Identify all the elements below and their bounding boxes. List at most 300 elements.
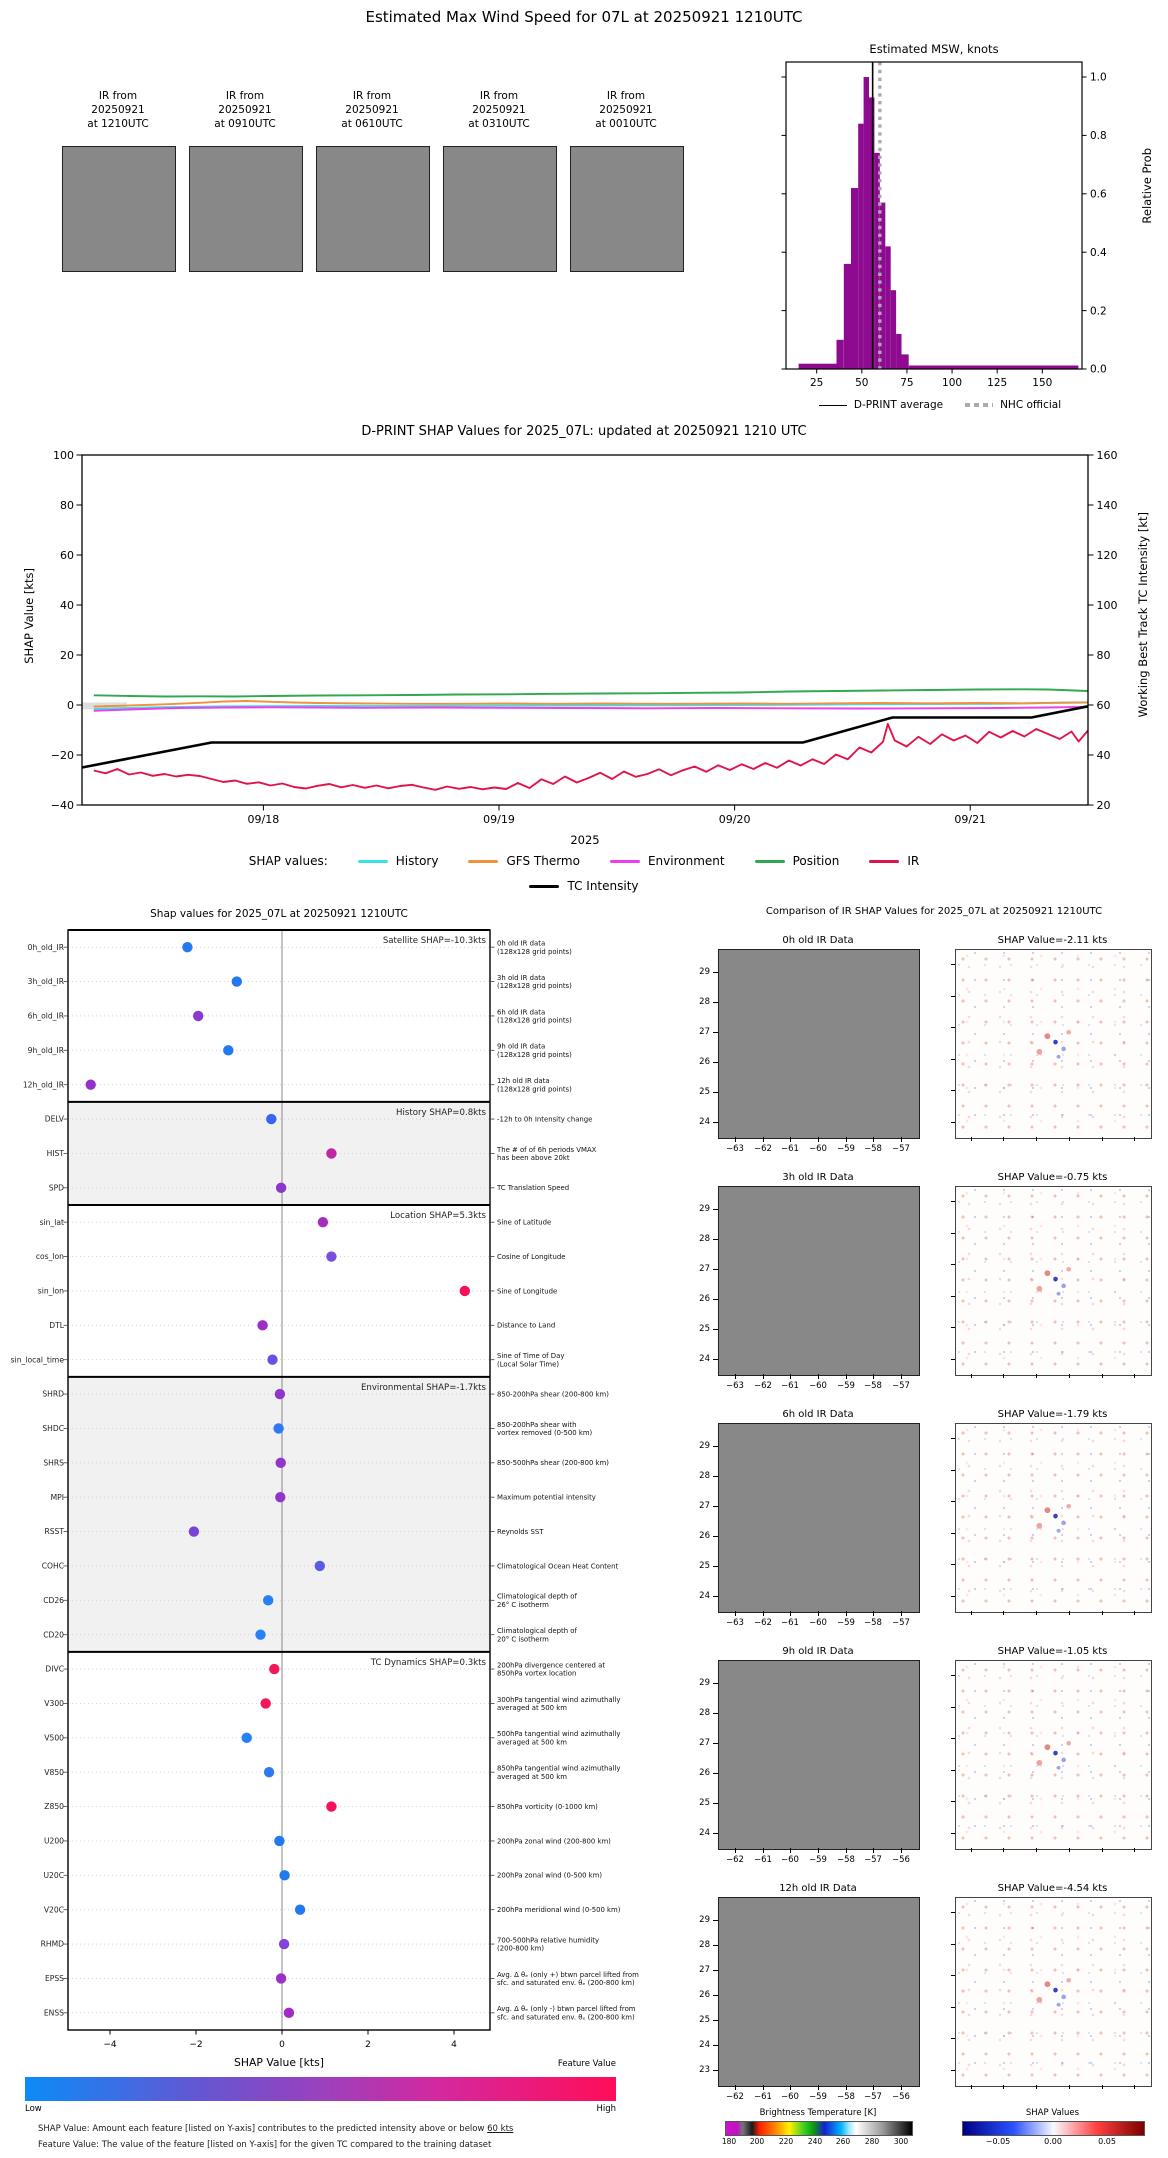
shap-dot (257, 1320, 267, 1330)
satellite-ir-art (189, 146, 303, 272)
lon-tick-label: −58 (837, 2092, 855, 2102)
histogram-bar (864, 77, 869, 369)
shap-lon-tick (1069, 1611, 1070, 1615)
shap-lon-tick (1003, 1374, 1004, 1378)
shap-lon-tick (1102, 1611, 1103, 1615)
lon-tick-label: −61 (754, 2092, 772, 2102)
shap-lat-tick (951, 1059, 955, 1060)
lon-tick (901, 1611, 902, 1616)
shap-cb-tick-label: −0.05 (985, 2137, 1011, 2146)
feature-value-low-label: Low (25, 2104, 42, 2114)
shap-lon-tick (1134, 1137, 1135, 1141)
shap-dot (326, 1148, 336, 1158)
feature-desc: Distance to Land (497, 1321, 556, 1330)
shap-lat-tick (951, 1975, 955, 1976)
histogram-xtick-label: 25 (809, 377, 824, 389)
shap-lon-tick (1036, 2085, 1037, 2089)
lon-tick (873, 1137, 874, 1142)
shap-dot (275, 1389, 285, 1399)
lon-tick (846, 1137, 847, 1142)
lon-tick-label: −62 (754, 1381, 772, 1391)
shap-dot (273, 1423, 283, 1433)
lon-tick-label: −62 (726, 2092, 744, 2102)
ts-ytick-left: 80 (60, 499, 74, 512)
shap-dot (232, 976, 242, 986)
shap-lat-tick (951, 1738, 955, 1739)
feature-name: CD20 (43, 1630, 64, 1640)
caption-shap-text: SHAP Value: Amount each feature [listed on Y-axis] contributes to the predicted intensity above or below (38, 2124, 488, 2134)
feature-desc: averaged at 500 km (497, 1738, 567, 1747)
feature-desc: Avg. Δ θₑ (only -) btwn parcel lifted from (497, 2005, 636, 2014)
ir-thumbnail-image (443, 146, 557, 272)
shap-dot (255, 1629, 265, 1639)
shap-colorbar (962, 2121, 1145, 2136)
lat-tick (713, 1032, 718, 1033)
shap-lat-tick (951, 2007, 955, 2008)
shap-dot (326, 1251, 336, 1261)
histogram-ytick-label: 0.0 (1090, 363, 1107, 376)
shap-dot (223, 1045, 233, 1055)
group-shap-label: Satellite SHAP=-10.3kts (382, 936, 486, 946)
bt-tick-label: 240 (807, 2137, 823, 2146)
histogram-bar (799, 364, 837, 369)
feature-name: 9h_old_IR (27, 1045, 64, 1055)
feature-value-colorbar-title: Feature Value (557, 2059, 616, 2069)
lat-tick-label: 26 (699, 1057, 710, 1067)
lat-tick (713, 1476, 718, 1477)
dotplot-xtick-label: 2 (365, 2040, 371, 2050)
lat-tick-label: 27 (699, 1965, 710, 1975)
lon-tick (873, 1611, 874, 1616)
feature-desc: 200hPa zonal wind (0-500 km) (497, 1871, 603, 1880)
line-swatch (869, 860, 899, 863)
shap-lat-tick (951, 1327, 955, 1328)
shap-dotplot (0, 925, 660, 2158)
shap-cb-tick-label: 0.05 (1098, 2137, 1116, 2146)
caption-shap-value (38, 2124, 513, 2134)
lon-tick (901, 2085, 902, 2090)
lon-tick-label: −57 (892, 1618, 910, 1628)
lon-tick-label: −60 (781, 1855, 799, 1865)
lat-tick (713, 1920, 718, 1921)
lon-tick-label: −60 (809, 1381, 827, 1391)
shap-lat-tick (951, 1264, 955, 1265)
lon-tick (818, 1848, 819, 1853)
lat-tick-label: 28 (699, 1940, 710, 1950)
feature-desc: Reynolds SST (497, 1527, 544, 1536)
histogram-bar (837, 340, 844, 369)
lon-tick (846, 1611, 847, 1616)
shap-lon-tick (1134, 1848, 1135, 1852)
feature-name: sin_lon (37, 1286, 64, 1296)
shap-lon-tick (971, 1374, 972, 1378)
ts-ytick-right: 120 (1096, 549, 1118, 562)
feature-desc: Sine of Time of Day (497, 1352, 565, 1361)
feature-desc: Cosine of Longitude (497, 1252, 566, 1261)
series-position (94, 689, 1088, 696)
shap-lat-tick (951, 1090, 955, 1091)
feature-name: CD26 (43, 1595, 64, 1605)
lat-tick-label: 27 (699, 1738, 710, 1748)
shap-value-title: SHAP Value=-4.54 kts (997, 1883, 1108, 1894)
feature-desc: 700-500hPa relative humidity (497, 1936, 600, 1945)
lat-tick (713, 972, 718, 973)
lat-tick-label: 28 (699, 1708, 710, 1718)
lon-tick (790, 1374, 791, 1379)
msw-histogram (780, 60, 1168, 396)
lat-tick-label: 25 (699, 2015, 710, 2025)
feature-desc: Avg. Δ θₑ (only +) btwn parcel lifted from (497, 1970, 639, 1979)
shap-lon-tick (1003, 1137, 1004, 1141)
lat-tick (713, 1329, 718, 1330)
satellite-ir-art (62, 146, 176, 272)
lat-tick-label: 26 (699, 1531, 710, 1541)
feature-desc: Sine of Latitude (497, 1218, 552, 1227)
feature-desc: (128x128 grid points) (497, 1050, 572, 1059)
ir-data-title: 0h old IR Data (782, 935, 854, 946)
shap-dot (267, 1354, 277, 1364)
legend-item: History (358, 854, 439, 868)
histogram-bar (869, 97, 874, 369)
group-shading (68, 1377, 490, 1652)
shap-value-title: SHAP Value=-1.79 kts (997, 1409, 1108, 1420)
lat-tick-label: 25 (699, 1798, 710, 1808)
timeseries-ylabel-right: Working Best Track TC Intensity [kt] (1136, 512, 1150, 718)
lat-tick (713, 2070, 718, 2071)
ir-data-title: 12h old IR Data (779, 1883, 857, 1894)
lon-tick-label: −57 (892, 1381, 910, 1391)
lon-tick (846, 2085, 847, 2090)
shap-dot (460, 1286, 470, 1296)
shap-dot (189, 1526, 199, 1536)
shap-lat-tick (951, 1233, 955, 1234)
shap-lon-tick (1003, 1848, 1004, 1852)
ts-ytick-right: 140 (1096, 499, 1118, 512)
timeseries-legend-row1 (0, 854, 1168, 868)
lat-tick-label: 29 (699, 1915, 710, 1925)
ts-ytick-left: 60 (60, 549, 74, 562)
ir-data-title: 6h old IR Data (782, 1409, 854, 1420)
histogram-frame (786, 62, 1082, 369)
shap-lat-tick (951, 1944, 955, 1945)
ts-ytick-left: 40 (60, 599, 74, 612)
shap-dot (284, 2008, 294, 2018)
ts-ytick-left: 0 (67, 699, 74, 712)
lat-tick-label: 28 (699, 997, 710, 1007)
ir-data-panel (718, 949, 920, 1139)
lat-tick-label: 24 (699, 1591, 710, 1601)
lat-tick-label: 24 (699, 2040, 710, 2050)
feature-value-high-label: High (596, 2104, 616, 2114)
timeseries-ylabel-left: SHAP Value [kts] (22, 568, 36, 664)
feature-name: U20C (43, 1870, 64, 1880)
feature-name: HIST (46, 1149, 64, 1159)
feature-name: SHRS (43, 1458, 64, 1468)
feature-name: V850 (44, 1767, 64, 1777)
lat-tick (713, 1536, 718, 1537)
feature-desc: 200hPa zonal wind (200-800 km) (497, 1837, 611, 1846)
lat-tick (713, 1092, 718, 1093)
shap-lat-tick (951, 1596, 955, 1597)
feature-desc: 0h old IR data (497, 939, 546, 948)
lon-tick-label: −63 (726, 1381, 744, 1391)
feature-desc: (128x128 grid points) (497, 1085, 572, 1094)
shap-lon-tick (1134, 1374, 1135, 1378)
feature-name: RHMD (40, 1939, 64, 1949)
lon-tick-label: −56 (892, 2092, 910, 2102)
ts-xtick-label: 09/20 (718, 813, 751, 826)
line-swatch (529, 885, 559, 888)
line-swatch (755, 860, 785, 863)
feature-desc: (128x128 grid points) (497, 947, 572, 956)
ir-data-title: 9h old IR Data (782, 1646, 854, 1657)
ir-thumbnail-label: IR from 20250921 at 0910UTC (214, 90, 276, 130)
histogram-bar (902, 354, 909, 369)
shap-lat-tick (951, 996, 955, 997)
feature-name: COHC (41, 1561, 64, 1571)
shap-value-title: SHAP Value=-2.11 kts (997, 935, 1108, 946)
shap-map-panel (955, 1186, 1152, 1376)
feature-desc: 12h old IR data (497, 1077, 550, 1086)
shap-dot (269, 1664, 279, 1674)
lon-tick (735, 1374, 736, 1379)
lon-tick-label: −61 (781, 1618, 799, 1628)
feature-desc: sfc. and saturated env. θₑ (200-800 km) (497, 2013, 635, 2022)
shap-lon-tick (1036, 1848, 1037, 1852)
histogram-bar (851, 188, 858, 369)
shap-dot (266, 1114, 276, 1124)
bt-tick-label: 260 (835, 2137, 851, 2146)
lon-tick-label: −57 (892, 1144, 910, 1154)
satellite-ir-art (570, 146, 684, 272)
lon-tick (735, 1848, 736, 1853)
ir-data-panel (718, 1897, 920, 2087)
lon-tick (818, 1611, 819, 1616)
lon-tick-label: −62 (754, 1618, 772, 1628)
lon-tick (790, 2085, 791, 2090)
shap-lon-tick (1036, 1611, 1037, 1615)
timeseries-title: D-PRINT SHAP Values for 2025_07L: updated at 20250921 1210 UTC (361, 424, 807, 439)
lon-tick-label: −61 (754, 1855, 772, 1865)
shap-dot (264, 1767, 274, 1777)
histogram-xtick-label: 50 (855, 377, 869, 389)
lat-tick-label: 29 (699, 1678, 710, 1688)
histogram-bar (844, 264, 851, 369)
shap-dot (182, 942, 192, 952)
feature-name: sin_lat (39, 1217, 64, 1227)
group-shap-label: Location SHAP=5.3kts (390, 1211, 486, 1221)
legend-item: Position (755, 854, 840, 868)
lon-tick-label: −59 (837, 1144, 855, 1154)
lon-tick (790, 1137, 791, 1142)
lat-tick (713, 1945, 718, 1946)
feature-name: 0h_old_IR (27, 942, 64, 952)
lon-tick-label: −63 (726, 1144, 744, 1154)
feature-desc: -12h to 0h Intensity change (497, 1115, 593, 1124)
dotplot-xtick-label: 0 (279, 2040, 285, 2050)
lat-tick (713, 1209, 718, 1210)
lon-tick-label: −59 (809, 1855, 827, 1865)
lon-tick (763, 2085, 764, 2090)
ir-thumbnail-label: IR from 20250921 at 0310UTC (468, 90, 530, 130)
shap-lon-tick (1069, 1848, 1070, 1852)
group-shap-label: TC Dynamics SHAP=0.3kts (370, 1657, 486, 1668)
shap-lon-tick (1134, 2085, 1135, 2089)
shap-lat-tick (951, 1912, 955, 1913)
shap-lon-tick (1036, 1137, 1037, 1141)
legend-item: Environment (610, 854, 725, 868)
shap-map-panel (955, 1897, 1152, 2087)
lat-tick (713, 1596, 718, 1597)
ts-ytick-right: 100 (1096, 599, 1118, 612)
dotplot-xlabel: SHAP Value [kts] (234, 2056, 324, 2069)
shap-dot (275, 1492, 285, 1502)
shap-lat-tick (951, 1801, 955, 1802)
feature-name: DELV (44, 1114, 64, 1124)
feature-desc: 300hPa tangential wind azimuthally (497, 1695, 621, 1704)
shap-map-panel (955, 949, 1152, 1139)
shap-map-panel (955, 1660, 1152, 1850)
shap-lat-tick (951, 1470, 955, 1471)
lon-tick-label: −63 (726, 1618, 744, 1628)
lat-tick-label: 24 (699, 1117, 710, 1127)
histogram-xtick-label: 100 (942, 377, 963, 389)
shap-lon-tick (1102, 1848, 1103, 1852)
feature-desc: averaged at 500 km (497, 1772, 567, 1781)
ts-xtick-label: 09/21 (954, 813, 987, 826)
lon-tick (763, 1137, 764, 1142)
shap-dot (279, 1939, 289, 1949)
shap-dot (276, 1183, 286, 1193)
shap-lon-tick (1102, 1137, 1103, 1141)
ir-thumbnail-image (62, 146, 176, 272)
lat-tick (713, 1970, 718, 1971)
shap-dot (261, 1698, 271, 1708)
lat-tick (713, 1773, 718, 1774)
feature-desc: Maximum potential intensity (497, 1493, 596, 1502)
ir-thumbnail-label: IR from 20250921 at 1210UTC (87, 90, 149, 130)
lat-tick (713, 1239, 718, 1240)
series-ir (94, 724, 1088, 790)
bt-colorbar (725, 2121, 913, 2136)
ir-imagery-art (718, 949, 920, 1139)
lon-tick-label: −58 (864, 1144, 882, 1154)
legend-prefix: SHAP values: (248, 854, 328, 868)
line-swatch (610, 860, 640, 863)
lon-tick-label: −61 (781, 1144, 799, 1154)
shap-lon-tick (1003, 2085, 1004, 2089)
lat-tick-label: 27 (699, 1501, 710, 1511)
lat-tick-label: 26 (699, 1294, 710, 1304)
lon-tick (846, 1374, 847, 1379)
lat-tick (713, 2045, 718, 2046)
shap-lon-tick (1102, 2085, 1103, 2089)
shap-lon-tick (971, 1137, 972, 1141)
histogram-ylabel: Relative Prob (1140, 148, 1154, 224)
lon-tick (735, 1137, 736, 1142)
lon-tick (846, 1848, 847, 1853)
feature-desc: 200hPa divergence centered at (497, 1661, 606, 1670)
shap-dot (86, 1079, 96, 1089)
lat-tick (713, 1743, 718, 1744)
ts-xtick-label: 09/18 (247, 813, 280, 826)
ir-data-panel (718, 1660, 920, 1850)
feature-name: cos_lon (35, 1252, 64, 1262)
bt-tick-label: 300 (893, 2137, 909, 2146)
timeseries-frame (82, 455, 1088, 805)
lat-tick-label: 25 (699, 1324, 710, 1334)
lat-tick (713, 1995, 718, 1996)
ts-ytick-left: −20 (50, 749, 74, 762)
shap-lat-tick (951, 1027, 955, 1028)
shap-lon-tick (1069, 1374, 1070, 1378)
lat-tick-label: 27 (699, 1027, 710, 1037)
group-shap-label: History SHAP=0.8kts (396, 1107, 486, 1118)
lat-tick (713, 1269, 718, 1270)
dotplot-xtick-label: 4 (451, 2040, 457, 2050)
histogram-bar (858, 124, 863, 369)
lon-tick (818, 1137, 819, 1142)
shap-map-panel (955, 1423, 1152, 1613)
dashed-line-swatch (965, 403, 993, 407)
feature-desc: 850hPa vortex location (497, 1669, 577, 1678)
lon-tick-label: −62 (726, 1855, 744, 1865)
lat-tick-label: 23 (699, 2065, 710, 2075)
shap-colorbar-title: SHAP Values (1025, 2108, 1080, 2118)
ts-ytick-right: 60 (1096, 699, 1111, 712)
lon-tick-label: −60 (809, 1618, 827, 1628)
shap-lat-tick (951, 1438, 955, 1439)
histogram-ytick-label: 0.6 (1090, 188, 1107, 201)
ts-ytick-right: 40 (1096, 749, 1111, 762)
shap-dot (326, 1801, 336, 1811)
lon-tick (818, 1374, 819, 1379)
lon-tick-label: −60 (781, 2092, 799, 2102)
lon-tick (873, 1374, 874, 1379)
shap-dot (193, 1011, 203, 1021)
bt-tick-label: 280 (864, 2137, 880, 2146)
feature-desc: sfc. and saturated env. θₑ (200-800 km) (497, 1979, 635, 1988)
feature-desc: has been above 20kt (497, 1154, 570, 1163)
feature-desc: 20° C isotherm (497, 1635, 549, 1644)
ts-ytick-right: 160 (1096, 449, 1118, 462)
lat-tick-label: 25 (699, 1561, 710, 1571)
shap-dot (263, 1595, 273, 1605)
lat-tick-label: 24 (699, 1828, 710, 1838)
shap-dot (315, 1561, 325, 1571)
lat-tick-label: 26 (699, 1768, 710, 1778)
lon-tick-label: −57 (864, 2092, 882, 2102)
lat-tick-label: 26 (699, 1990, 710, 2000)
shap-lat-tick (951, 1675, 955, 1676)
shap-dot (318, 1217, 328, 1227)
feature-name: DIVC (45, 1664, 64, 1674)
lon-tick-label: −58 (864, 1381, 882, 1391)
ts-ytick-right: 80 (1096, 649, 1111, 662)
feature-desc: 26° C isotherm (497, 1600, 549, 1609)
feature-name: V20C (43, 1905, 64, 1915)
feature-desc: The # of of 6h periods VMAX (497, 1145, 597, 1154)
legend-item: IR (869, 854, 919, 868)
shap-lon-tick (971, 2085, 972, 2089)
shap-dot (276, 1973, 286, 1983)
lon-tick-label: −62 (754, 1144, 772, 1154)
ts-ytick-left: −40 (50, 799, 74, 812)
feature-desc: 850-500hPa shear (200-800 km) (497, 1459, 609, 1468)
shap-lat-tick (951, 1122, 955, 1123)
lat-tick (713, 1122, 718, 1123)
lon-tick (763, 1611, 764, 1616)
